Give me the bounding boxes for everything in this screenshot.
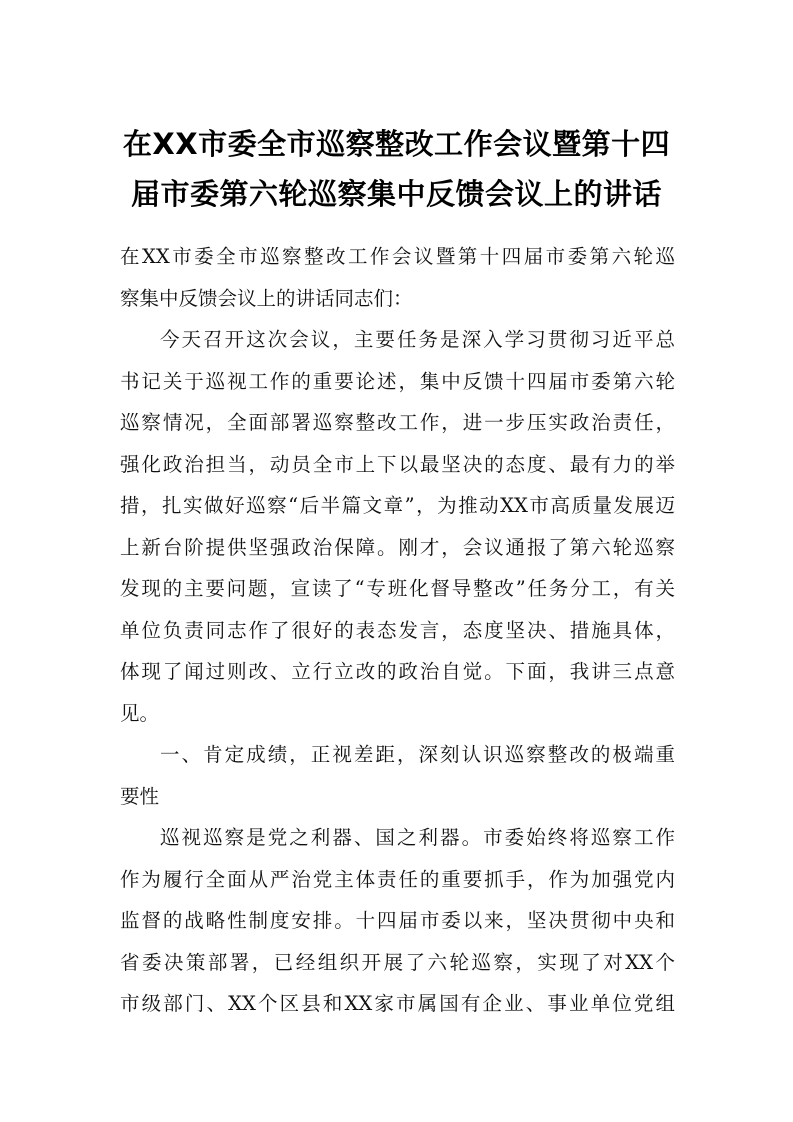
body-line: 巡视巡察是党之利器、国之利器。市委始终将巡察工作 — [160, 826, 675, 849]
body-line: 强化政治担当，动员全市上下以最坚决的态度、最有力的举 — [120, 452, 675, 476]
document-body — [120, 236, 675, 1025]
body-line: 上新台阶提供坚强政治保障。刚才，会议通报了第六轮巡察 — [120, 535, 675, 559]
body-line: 市级部门、XX个区县和XX家市属国有企业、事业单位党组 — [120, 992, 675, 1015]
body-line: 察集中反馈会议上的讲话同志们： — [120, 286, 413, 310]
document-title-line-1: 在XX市委全市巡察整改工作会议暨第十四 — [122, 127, 671, 161]
body-line: 作为履行全面从严治党主体责任的重要抓手，作为加强党内 — [120, 867, 675, 891]
body-line: 监督的战略性制度安排。十四届市委以来，坚决贯彻中央和 — [120, 909, 675, 932]
body-line: 书记关于巡视工作的重要论述，集中反馈十四届市委第六轮 — [120, 369, 675, 393]
body-line: 今天召开这次会议，主要任务是深入学习贯彻习近平总 — [160, 328, 675, 351]
section-heading-line: 要性 — [120, 784, 160, 808]
body-line: 体现了闻过则改、立行立改的政治自觉。下面，我讲三点意 — [120, 660, 675, 683]
body-line: 措，扎实做好巡察“后半篇文章”，为推动XX市高质量发展迈 — [120, 494, 675, 517]
body-line: 见。 — [120, 701, 160, 725]
body-line: 在XX市委全市巡察整改工作会议暨第十四届市委第六轮巡 — [120, 245, 675, 268]
body-line: 单位负责同志作了很好的表态发言，态度坚决、措施具体， — [120, 618, 675, 642]
body-line: 巡察情况，全面部署巡察整改工作，进一步压实政治责任， — [120, 411, 675, 434]
section-heading-line: 一、肯定成绩，正视差距，深刻认识巡察整改的极端重 — [160, 743, 675, 766]
document-title-line-2: 届市委第六轮巡察集中反馈会议上的讲话 — [130, 177, 662, 211]
body-line: 省委决策部署，已经组织开展了六轮巡察，实现了对XX个 — [120, 950, 675, 974]
body-line: 发现的主要问题，宣读了“专班化督导整改”任务分工，有关 — [120, 577, 675, 600]
